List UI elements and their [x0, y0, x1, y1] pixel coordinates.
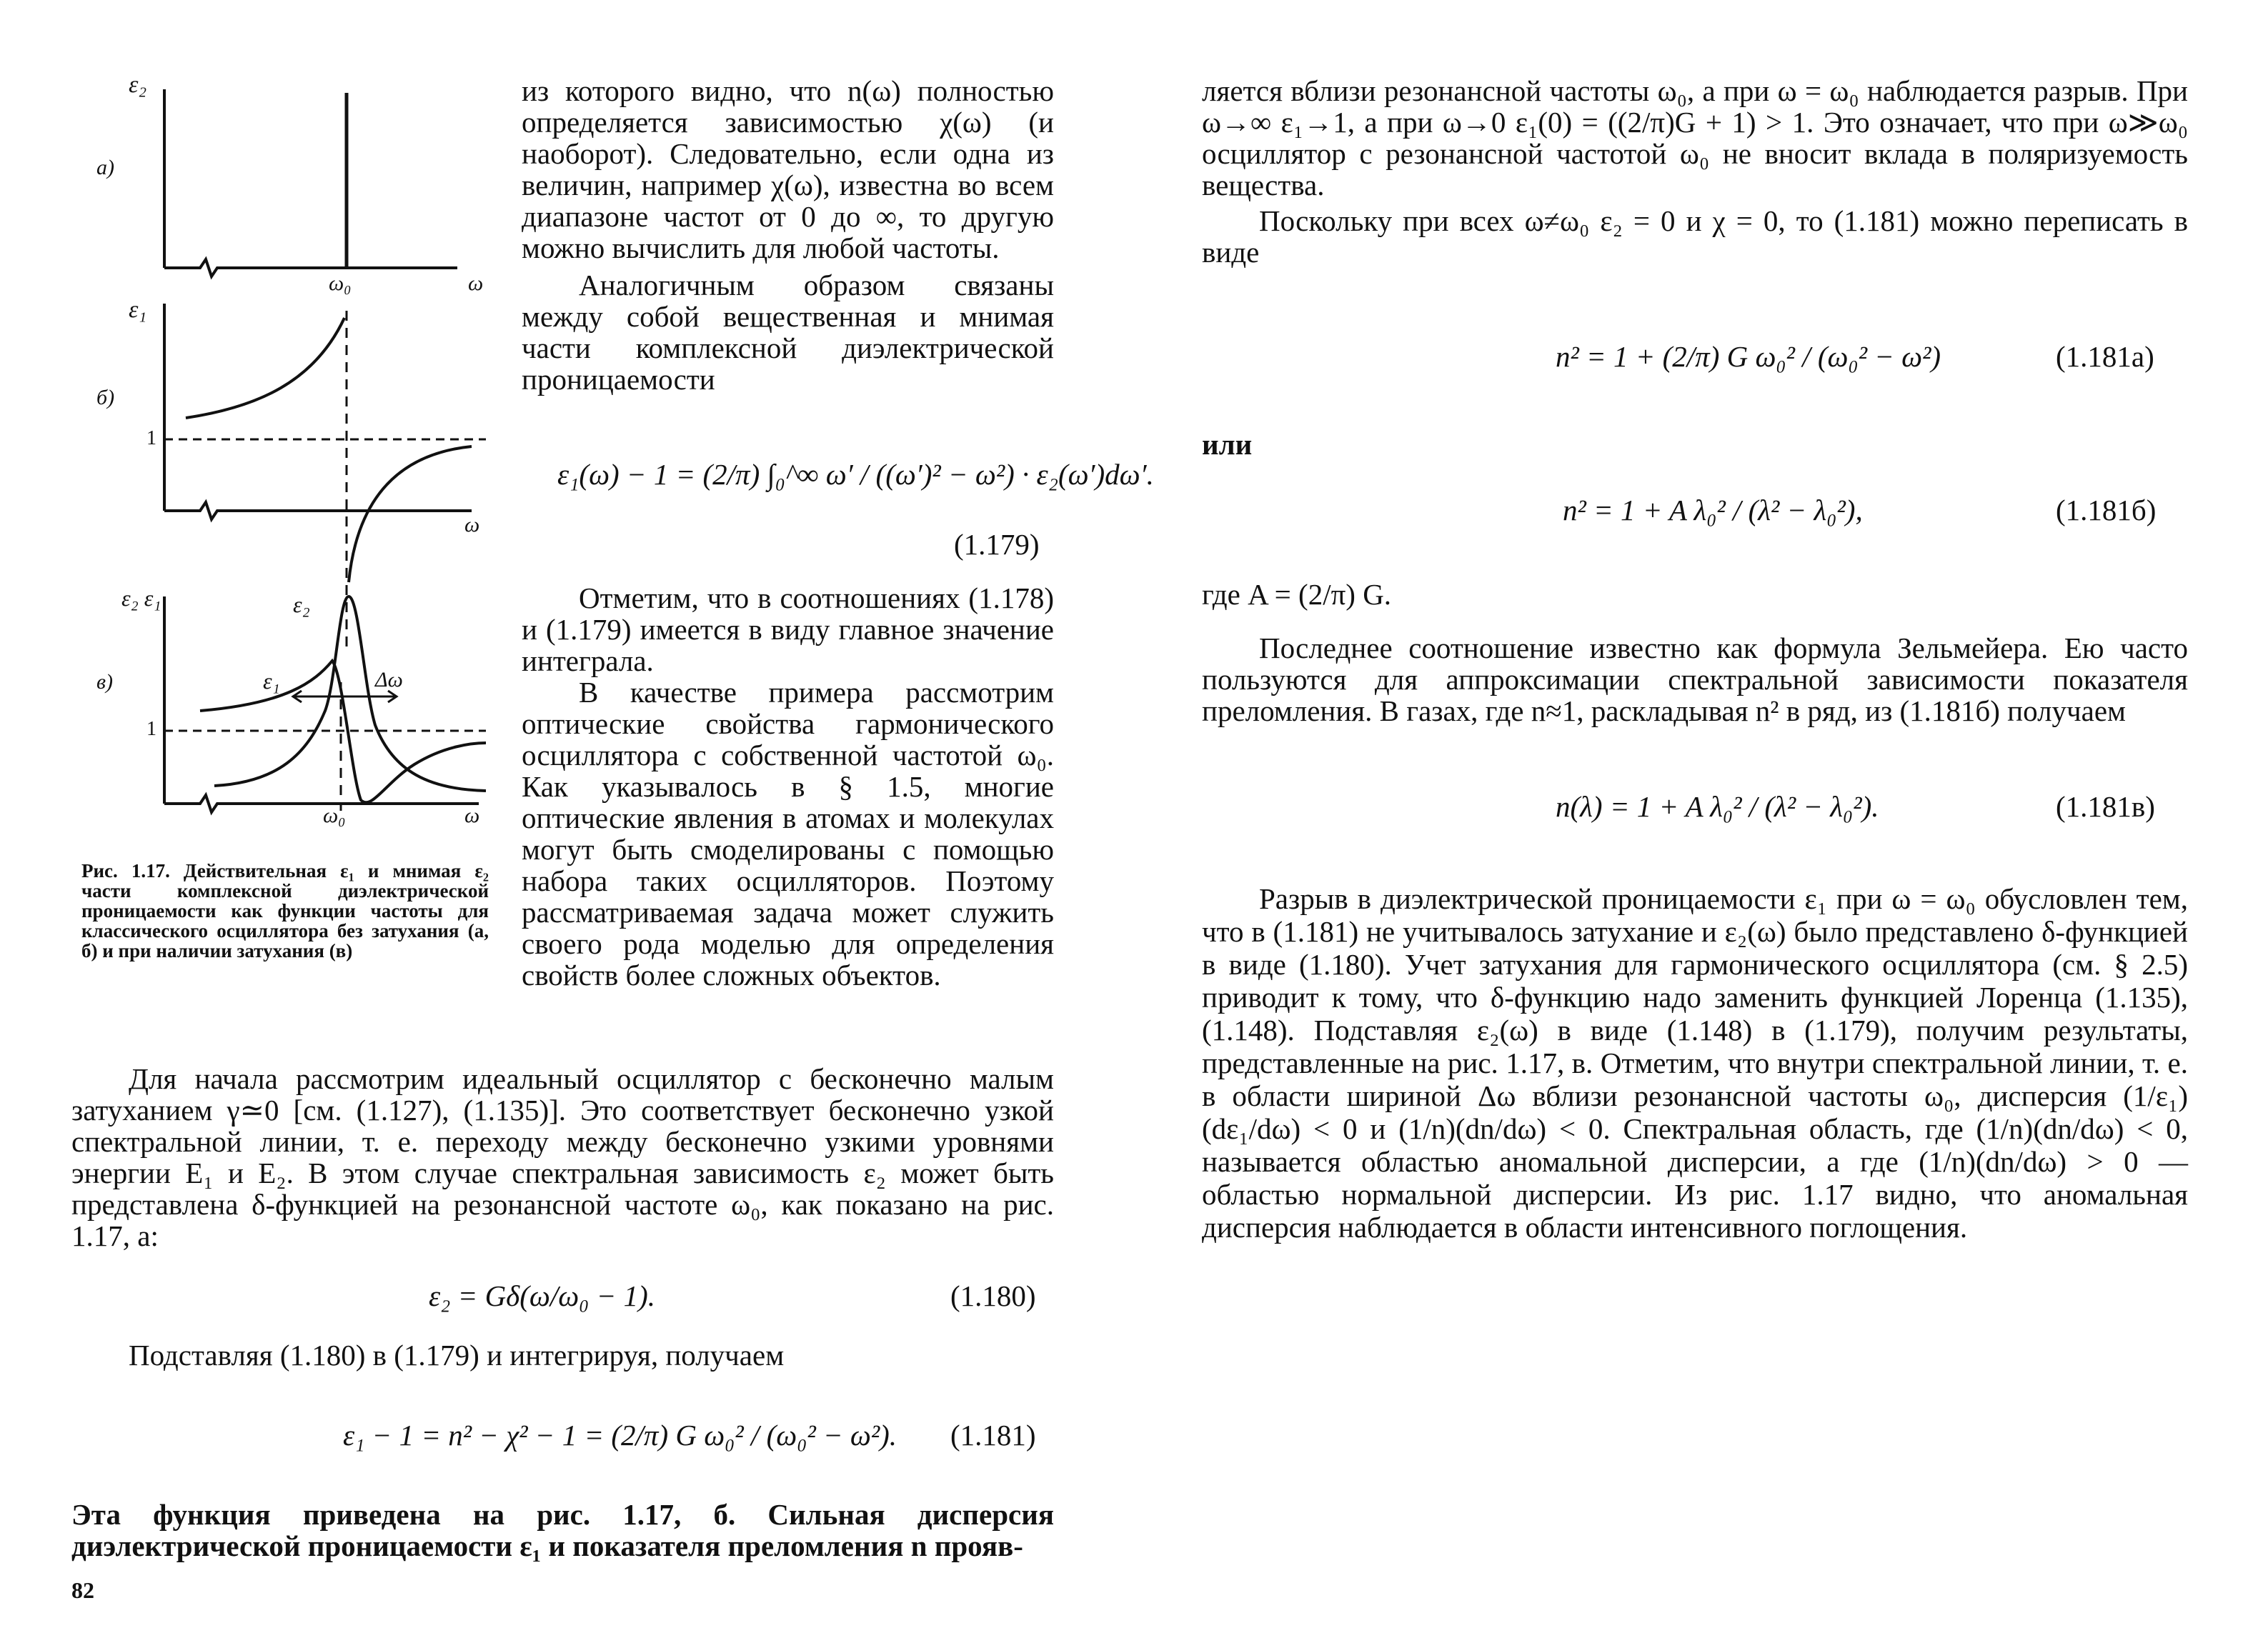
equation-1181v: n(λ) = 1 + A λ₀² / (λ² − λ₀²). [1556, 790, 1879, 823]
axis-label-omega-b: ω [464, 513, 480, 536]
equation-1181b: n² = 1 + A λ₀² / (λ² − λ₀²), [1563, 494, 1863, 526]
equation-number: (1.179) [954, 528, 1040, 561]
axis-label-eps2-eps1: ε₂ ε₁ [121, 585, 161, 611]
panel-a-x-axis [164, 259, 457, 276]
right-page [1134, 0, 2268, 1633]
panel-b-x-axis [164, 502, 472, 519]
axis-label-eps2: ε₂ [129, 71, 147, 98]
axis-label-omega0-a: ω₀ [329, 271, 352, 295]
paragraph: из которого видно, что n(ω) полностью определяется зависимостью χ(ω) (и наоборот). Следовательно, если одна из величин, например χ(ω), известна во всем диапазоне частот от 0 до ∞, то другую можно вычислить для любой частоты. [522, 74, 1054, 264]
right-text-3 [1202, 882, 2188, 1244]
unity-tick-b: 1 [146, 427, 156, 449]
equation-1180: ε₂ = Gδ(ω/ω₀ − 1). [429, 1279, 656, 1312]
axis-label-eps1: ε₁ [129, 296, 147, 323]
eps1-curve-below [186, 318, 344, 418]
paragraph: Эта функция приведена на рис. 1.17, б. Сильная дисперсия диэлектрической проницаемости ε₁ и показателя преломления n прояв- [71, 1498, 1054, 1562]
full-width-text-3 [71, 1499, 1054, 1562]
paragraph: Поскольку при всех ω≠ω₀ ε₂ = 0 и χ = 0, то (1.181) можно переписать в виде [1202, 204, 2188, 269]
paragraph: Аналогичным образом связаны между собой вещественная и мнимая части комплексной диэлектрической проницаемости [522, 269, 1054, 396]
equation-number: (1.181) [950, 1419, 1036, 1452]
axis-label-omega0-c: ω₀ [323, 804, 346, 827]
full-width-text [71, 1063, 1054, 1252]
figure-caption: Рис. 1.17. Действительная ε₁ и мнимая ε₂ части комплексной диэлектрической проницаемости как функции частоты для классического осциллятора без затухания (а, б) и при наличии затухания (в) [81, 860, 489, 962]
delta-omega-label: Δω [375, 668, 403, 691]
where-A: где A = (2/π) G. [1202, 578, 1392, 611]
right-text-1 [1202, 75, 2188, 268]
or-word: или [1202, 428, 1253, 461]
unity-tick-c: 1 [146, 718, 156, 740]
page-number: 82 [71, 1577, 94, 1603]
equation-1179: ε₁(ω) − 1 = (2/π) ∫₀^∞ ω′ / ((ω′)² − ω²) · ε₂(ω′)dω′. [557, 458, 1154, 491]
paragraph: Подставляя (1.180) в (1.179) и интегрируя, получаем [129, 1339, 785, 1372]
curve-label-eps2: ε₂ [293, 591, 310, 617]
paragraph: В качестве примера рассмотрим оптические свойства гармонического осциллятора с собственной частотой ω₀. Как указывалось в § 1.5, многие оптические явления в атомах и молекулах могут быть смоделированы с помощью набора таких осцилляторов. Поэтому рассматриваемая задача может служить своего рода моделью для определения свойств более сложных объектов. [522, 676, 1054, 992]
curve-label-eps1: ε₁ [263, 668, 280, 694]
equation-1181a: n² = 1 + (2/π) G ω₀² / (ω₀² − ω²) [1556, 340, 1941, 373]
paragraph: Отметим, что в соотношениях (1.178) и (1.179) имеется в виду главное значение интеграла. [522, 581, 1054, 677]
paragraph: Последнее соотношение известно как формула Зельмейера. Ею часто пользуются для аппроксимации спектральной зависимости показателя преломления. В газах, где n≈1, раскладывая n² в ряд, из (1.181б) получаем [1202, 631, 2188, 727]
paragraph: Для начала рассмотрим идеальный осциллятор с бесконечно малым затуханием γ≃0 [см. (1.127), (1.135)]. Это соответствует бесконечно узкой спектральной линии, т. е. переходу между бесконечно узкими уровнями энергии E₁ и E₂. В этом случае спектральная зависимость ε₂ может быть представлена δ-функцией на резонансной частоте ω₀, как показано на рис. 1.17, а: [71, 1062, 1054, 1252]
figure-1-17 [71, 68, 500, 839]
axis-label-omega-a: ω [468, 271, 484, 295]
left-column-text [522, 75, 1054, 395]
paragraph: Разрыв в диэлектрической проницаемости ε₁ при ω = ω₀ обусловлен тем, что в (1.181) не учитывалось затухание и ε₂(ω) было представлено δ-функцией в виде (1.180). Учет затухания для гармонического осциллятора (см. § 2.5) приводит к тому, что δ-функцию надо заменить функцией Лоренца (1.135), (1.148). Подставляя ε₂(ω) в виде (1.148) в (1.179), получим результаты, представленные на рис. 1.17, в. Отметим, что внутри спектральной линии, т. е. в области шириной Δω вблизи резонансной частоты ω₀, дисперсия (1/ε₁)(dε₁/dω) < 0 и (1/n)(dn/dω) < 0. Спектральная область, где (1/n)(dn/dω) < 0, называется областью аномальной дисперсии, а где (1/n)(dn/dω) > 0 — областью нормальной дисперсии. Из рис. 1.17 видно, что аномальная дисперсия наблюдается в области интенсивного поглощения. [1202, 882, 2188, 1244]
equation-number: (1.181а) [2056, 340, 2154, 373]
panel-c-x-axis [164, 795, 479, 812]
equation-number: (1.180) [950, 1279, 1036, 1312]
panel-label-c: в) [96, 670, 114, 694]
equation-number: (1.181в) [2056, 790, 2155, 823]
equation-number: (1.181б) [2056, 494, 2157, 526]
panel-label-a: а) [96, 156, 114, 179]
paragraph: ляется вблизи резонансной частоты ω₀, а при ω = ω₀ наблюдается разрыв. При ω→∞ ε₁→1, а при ω→0 ε₁(0) = ((2/π)G + 1) > 1. Это означает, что при ω≫ω₀ осциллятор с резонансной частотой ω₀ не вносит вклада в поляризуемость вещества. [1202, 74, 2188, 201]
eps1-curve-above [349, 446, 472, 582]
full-width-text-2 [71, 1339, 1054, 1371]
left-column-text-2 [522, 582, 1054, 991]
equation-1181: ε₁ − 1 = n² − χ² − 1 = (2/π) G ω₀² / (ω₀² − ω²). [343, 1419, 897, 1452]
panel-label-b: б) [96, 386, 115, 409]
eps2-lorentz-curve [214, 596, 486, 791]
right-text-2 [1202, 632, 2188, 726]
axis-label-omega-c: ω [464, 804, 480, 827]
